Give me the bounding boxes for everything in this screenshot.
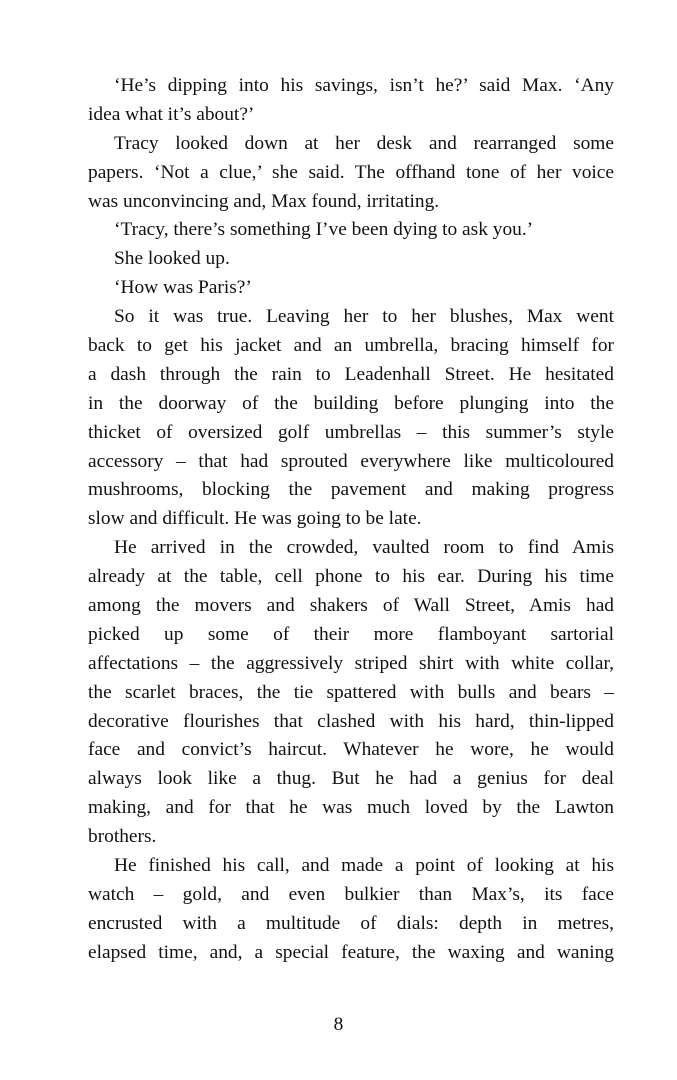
paragraph [88, 216, 614, 245]
book-page-text [88, 72, 614, 968]
paragraph [88, 274, 614, 303]
paragraph [88, 72, 614, 130]
text-line: idea what it’s about?’ [88, 103, 255, 125]
text-line: already at the table, cell phone to his ear. During his time [88, 566, 614, 588]
paragraph [88, 245, 614, 274]
paragraph [88, 534, 614, 852]
text-line: brothers. [88, 826, 157, 848]
text-line: accessory – that had sprouted everywhere like multicoloured [88, 450, 614, 472]
text-line: decorative flourishes that clashed with his hard, thin-lipped [88, 710, 614, 732]
text-line: the scarlet braces, the tie spattered with bulls and bears – [88, 681, 614, 703]
text-line: slow and difficult. He was going to be late. [88, 508, 422, 530]
paragraph [88, 130, 614, 217]
text-line: always look like a thug. But he had a genius for deal [88, 768, 614, 790]
text-line: She looked up. [114, 248, 230, 270]
text-line: ‘He’s dipping into his savings, isn’t he?’ said Max. ‘Any [114, 75, 614, 96]
text-line: making, and for that he was much loved by the Lawton [88, 797, 614, 819]
text-line: encrusted with a multitude of dials: depth in metres, [88, 912, 614, 934]
text-line: He arrived in the crowded, vaulted room to find Amis [114, 537, 614, 559]
text-line: ‘Tracy, there’s something I’ve been dying to ask you.’ [114, 219, 534, 241]
text-line: affectations – the aggressively striped shirt with white collar, [88, 652, 614, 674]
text-line: in the doorway of the building before plunging into the [88, 392, 614, 414]
text-line: mushrooms, blocking the pavement and making progress [88, 479, 614, 501]
paragraph [88, 303, 614, 534]
text-line: elapsed time, and, a special feature, the waxing and waning [88, 941, 614, 963]
text-line: watch – gold, and even bulkier than Max’s, its face [88, 883, 614, 905]
text-line: picked up some of their more flamboyant sartorial [88, 623, 614, 645]
text-line: was unconvincing and, Max found, irritating. [88, 190, 440, 212]
page-number: 8 [333, 1014, 344, 1035]
text-line: So it was true. Leaving her to her blushes, Max went [114, 306, 614, 328]
text-line: ‘How was Paris?’ [114, 277, 252, 299]
text-line: a dash through the rain to Leadenhall Street. He hesitated [88, 363, 614, 385]
text-line: back to get his jacket and an umbrella, bracing himself for [88, 335, 614, 357]
text-line: face and convict’s haircut. Whatever he wore, he would [88, 739, 614, 761]
paragraph [88, 852, 614, 968]
text-line: He finished his call, and made a point of looking at his [114, 855, 614, 877]
text-line: papers. ‘Not a clue,’ she said. The offhand tone of her voice [88, 161, 614, 183]
text-line: thicket of oversized golf umbrellas – this summer’s style [88, 421, 614, 443]
text-line: among the movers and shakers of Wall Street, Amis had [88, 595, 614, 617]
text-line: Tracy looked down at her desk and rearranged some [114, 132, 614, 154]
